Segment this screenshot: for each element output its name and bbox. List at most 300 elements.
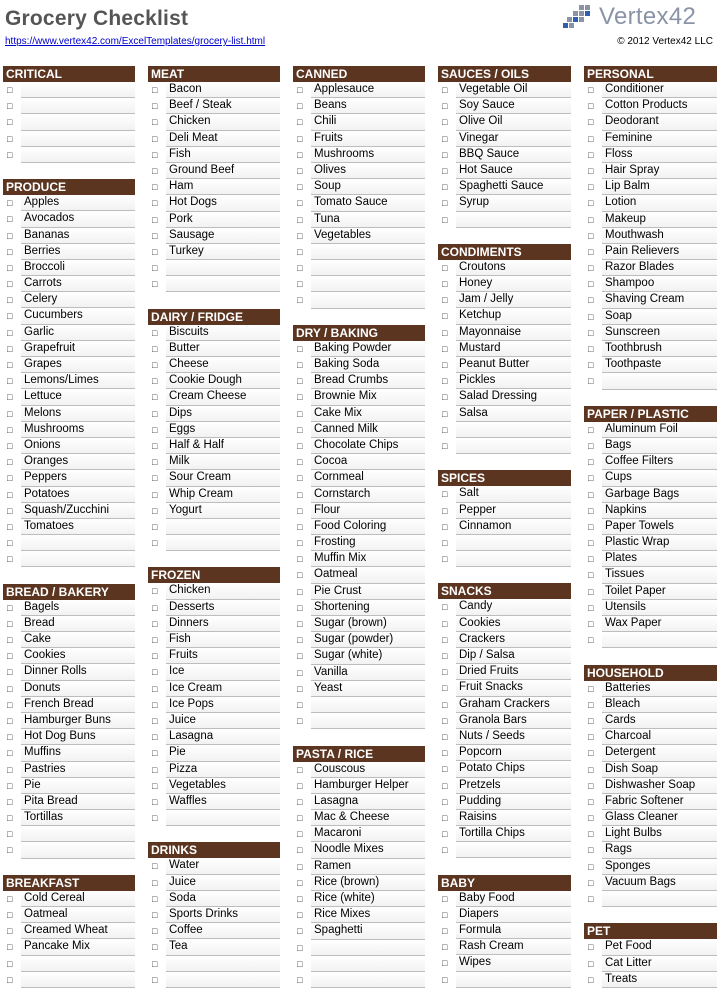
checkbox-icon[interactable]: □ — [152, 246, 158, 257]
checklist-item[interactable] — [293, 535, 425, 551]
checkbox-icon[interactable]: □ — [7, 780, 13, 791]
checklist-item[interactable] — [148, 228, 280, 244]
checklist-item[interactable] — [148, 438, 280, 454]
checkbox-icon[interactable]: □ — [442, 521, 448, 532]
checkbox-icon[interactable]: □ — [152, 505, 158, 516]
checklist-item[interactable] — [148, 939, 280, 955]
checkbox-icon[interactable]: □ — [297, 764, 303, 775]
checkbox-icon[interactable]: □ — [7, 845, 13, 856]
checklist-item[interactable] — [438, 648, 571, 664]
checklist-item[interactable] — [584, 939, 717, 955]
checklist-item[interactable] — [293, 842, 425, 858]
checklist-item[interactable] — [148, 600, 280, 616]
checklist-item[interactable] — [3, 923, 135, 939]
checkbox-icon[interactable]: □ — [588, 748, 594, 759]
checkbox-icon[interactable]: □ — [7, 505, 13, 516]
checklist-item[interactable] — [148, 131, 280, 147]
checkbox-icon[interactable]: □ — [588, 974, 594, 985]
checkbox-icon[interactable]: □ — [442, 715, 448, 726]
checkbox-icon[interactable]: □ — [442, 165, 448, 176]
checklist-item[interactable] — [293, 147, 425, 163]
checklist-item[interactable] — [438, 276, 571, 292]
checklist-item[interactable] — [438, 195, 571, 211]
checklist-item[interactable] — [293, 648, 425, 664]
checklist-item[interactable] — [438, 260, 571, 276]
checklist-item[interactable] — [148, 276, 280, 292]
checkbox-icon[interactable]: □ — [152, 198, 158, 209]
checkbox-icon[interactable]: □ — [152, 618, 158, 629]
checklist-item[interactable] — [584, 98, 717, 114]
checklist-item[interactable] — [293, 519, 425, 535]
checklist-item[interactable] — [3, 810, 135, 826]
checkbox-icon[interactable]: □ — [588, 133, 594, 144]
checkbox-icon[interactable]: □ — [297, 295, 303, 306]
checklist-item[interactable] — [584, 972, 717, 988]
checkbox-icon[interactable]: □ — [7, 408, 13, 419]
checklist-item[interactable] — [3, 114, 135, 130]
checklist-item[interactable] — [438, 551, 571, 567]
checkbox-icon[interactable]: □ — [7, 473, 13, 484]
checkbox-icon[interactable]: □ — [152, 101, 158, 112]
checklist-item[interactable] — [3, 664, 135, 680]
checklist-item[interactable] — [3, 211, 135, 227]
checklist-item[interactable] — [584, 600, 717, 616]
checklist-item[interactable] — [3, 729, 135, 745]
checklist-item[interactable] — [293, 697, 425, 713]
checklist-item[interactable] — [3, 487, 135, 503]
checklist-item[interactable] — [3, 454, 135, 470]
checkbox-icon[interactable]: □ — [7, 279, 13, 290]
checkbox-icon[interactable]: □ — [442, 376, 448, 387]
checklist-item[interactable] — [293, 422, 425, 438]
checkbox-icon[interactable]: □ — [588, 198, 594, 209]
checkbox-icon[interactable]: □ — [152, 424, 158, 435]
checkbox-icon[interactable]: □ — [442, 279, 448, 290]
checklist-item[interactable] — [584, 131, 717, 147]
checkbox-icon[interactable]: □ — [588, 149, 594, 160]
checklist-item[interactable] — [293, 551, 425, 567]
checkbox-icon[interactable]: □ — [297, 861, 303, 872]
checkbox-icon[interactable]: □ — [297, 198, 303, 209]
checklist-item[interactable] — [3, 551, 135, 567]
checklist-item[interactable] — [293, 972, 425, 988]
checkbox-icon[interactable]: □ — [442, 683, 448, 694]
checkbox-icon[interactable]: □ — [588, 376, 594, 387]
checklist-item[interactable] — [438, 486, 571, 502]
checkbox-icon[interactable]: □ — [588, 861, 594, 872]
checkbox-icon[interactable]: □ — [7, 732, 13, 743]
checklist-item[interactable] — [148, 244, 280, 260]
checklist-item[interactable] — [438, 535, 571, 551]
checkbox-icon[interactable]: □ — [297, 958, 303, 969]
checklist-item[interactable] — [438, 826, 571, 842]
checkbox-icon[interactable]: □ — [588, 764, 594, 775]
checkbox-icon[interactable]: □ — [152, 327, 158, 338]
checkbox-icon[interactable]: □ — [7, 262, 13, 273]
checklist-item[interactable] — [438, 891, 571, 907]
checkbox-icon[interactable]: □ — [442, 101, 448, 112]
checkbox-icon[interactable]: □ — [297, 829, 303, 840]
checklist-item[interactable] — [584, 745, 717, 761]
checkbox-icon[interactable]: □ — [442, 489, 448, 500]
checklist-item[interactable] — [293, 487, 425, 503]
checkbox-icon[interactable]: □ — [588, 780, 594, 791]
checkbox-icon[interactable]: □ — [588, 344, 594, 354]
checklist-item[interactable] — [293, 341, 425, 357]
checkbox-icon[interactable]: □ — [442, 731, 448, 742]
checkbox-icon[interactable]: □ — [442, 974, 448, 985]
checkbox-icon[interactable]: □ — [7, 764, 13, 775]
checkbox-icon[interactable]: □ — [7, 651, 13, 662]
checklist-item[interactable] — [438, 292, 571, 308]
checkbox-icon[interactable]: □ — [297, 408, 303, 419]
checkbox-icon[interactable]: □ — [7, 360, 13, 370]
checklist-item[interactable] — [3, 697, 135, 713]
checklist-item[interactable] — [293, 616, 425, 632]
checklist-item[interactable] — [148, 147, 280, 163]
checklist-item[interactable] — [438, 98, 571, 114]
checklist-item[interactable] — [3, 503, 135, 519]
checklist-item[interactable] — [148, 422, 280, 438]
checkbox-icon[interactable]: □ — [442, 764, 448, 775]
checklist-item[interactable] — [148, 163, 280, 179]
checklist-item[interactable] — [293, 195, 425, 211]
checklist-item[interactable] — [584, 567, 717, 583]
checklist-item[interactable] — [584, 551, 717, 567]
checklist-item[interactable] — [148, 82, 280, 98]
checklist-item[interactable] — [148, 195, 280, 211]
checklist-item[interactable] — [584, 454, 717, 470]
checklist-item[interactable] — [438, 729, 571, 745]
checkbox-icon[interactable]: □ — [588, 505, 594, 516]
checklist-item[interactable] — [3, 438, 135, 454]
checkbox-icon[interactable]: □ — [297, 619, 303, 629]
checklist-item[interactable] — [148, 664, 280, 680]
checklist-item[interactable] — [438, 664, 571, 680]
checkbox-icon[interactable]: □ — [297, 716, 303, 727]
checklist-item[interactable] — [584, 179, 717, 195]
checkbox-icon[interactable]: □ — [442, 343, 448, 354]
checkbox-icon[interactable]: □ — [7, 214, 13, 225]
checkbox-icon[interactable]: □ — [152, 165, 158, 176]
checkbox-icon[interactable]: □ — [297, 279, 303, 290]
checklist-item[interactable] — [584, 487, 717, 503]
checkbox-icon[interactable]: □ — [297, 894, 303, 904]
checklist-item[interactable] — [293, 406, 425, 422]
checkbox-icon[interactable]: □ — [588, 619, 594, 629]
checkbox-icon[interactable]: □ — [7, 440, 13, 451]
checkbox-icon[interactable]: □ — [152, 893, 158, 904]
checkbox-icon[interactable]: □ — [7, 796, 13, 807]
checkbox-icon[interactable]: □ — [588, 732, 594, 743]
checkbox-icon[interactable]: □ — [588, 327, 594, 338]
checklist-item[interactable] — [293, 292, 425, 308]
checklist-item[interactable] — [148, 470, 280, 486]
checkbox-icon[interactable]: □ — [588, 570, 594, 581]
checkbox-icon[interactable]: □ — [297, 246, 303, 257]
checklist-item[interactable] — [584, 309, 717, 325]
checkbox-icon[interactable]: □ — [7, 910, 13, 920]
checklist-item[interactable] — [148, 729, 280, 745]
checkbox-icon[interactable]: □ — [152, 279, 158, 290]
checklist-item[interactable] — [148, 535, 280, 551]
checkbox-icon[interactable]: □ — [152, 440, 158, 451]
checkbox-icon[interactable]: □ — [7, 376, 13, 387]
checklist-item[interactable] — [584, 163, 717, 179]
checklist-item[interactable] — [3, 745, 135, 761]
checkbox-icon[interactable]: □ — [588, 813, 594, 824]
checkbox-icon[interactable]: □ — [442, 909, 448, 920]
checklist-item[interactable] — [148, 98, 280, 114]
checkbox-icon[interactable]: □ — [7, 926, 13, 937]
checklist-item[interactable] — [584, 147, 717, 163]
checklist-item[interactable] — [438, 972, 571, 988]
checklist-item[interactable] — [293, 276, 425, 292]
checkbox-icon[interactable]: □ — [442, 748, 448, 759]
checklist-item[interactable] — [438, 438, 571, 454]
checklist-item[interactable] — [293, 632, 425, 648]
checklist-item[interactable] — [293, 114, 425, 130]
checkbox-icon[interactable]: □ — [7, 813, 13, 824]
checklist-item[interactable] — [3, 842, 135, 858]
checklist-item[interactable] — [3, 681, 135, 697]
checkbox-icon[interactable]: □ — [297, 392, 303, 403]
checkbox-icon[interactable]: □ — [442, 295, 448, 306]
checkbox-icon[interactable]: □ — [7, 538, 13, 549]
checklist-item[interactable] — [438, 939, 571, 955]
checkbox-icon[interactable]: □ — [297, 182, 303, 193]
checkbox-icon[interactable]: □ — [7, 117, 13, 128]
checklist-item[interactable] — [3, 470, 135, 486]
checkbox-icon[interactable]: □ — [152, 182, 158, 193]
checklist-item[interactable] — [148, 907, 280, 923]
checklist-item[interactable] — [293, 826, 425, 842]
checkbox-icon[interactable]: □ — [442, 667, 448, 678]
checklist-item[interactable] — [438, 616, 571, 632]
checkbox-icon[interactable]: □ — [152, 117, 158, 128]
checklist-item[interactable] — [438, 82, 571, 98]
checklist-item[interactable] — [293, 665, 425, 681]
checklist-item[interactable] — [584, 519, 717, 535]
checklist-item[interactable] — [148, 519, 280, 535]
checklist-item[interactable] — [148, 503, 280, 519]
checkbox-icon[interactable]: □ — [152, 360, 158, 370]
checklist-item[interactable] — [148, 632, 280, 648]
checkbox-icon[interactable]: □ — [7, 667, 13, 678]
checklist-item[interactable] — [584, 325, 717, 341]
checklist-item[interactable] — [148, 373, 280, 389]
checklist-item[interactable] — [584, 212, 717, 228]
checklist-item[interactable] — [148, 858, 280, 874]
checkbox-icon[interactable]: □ — [297, 424, 303, 435]
checklist-item[interactable] — [148, 923, 280, 939]
checkbox-icon[interactable]: □ — [442, 360, 448, 370]
checkbox-icon[interactable]: □ — [588, 263, 594, 274]
checklist-item[interactable] — [148, 260, 280, 276]
checklist-item[interactable] — [3, 131, 135, 147]
checklist-item[interactable] — [148, 406, 280, 422]
checklist-item[interactable] — [293, 373, 425, 389]
checklist-item[interactable] — [584, 341, 717, 357]
checklist-item[interactable] — [584, 616, 717, 632]
checkbox-icon[interactable]: □ — [7, 715, 13, 726]
checkbox-icon[interactable]: □ — [152, 635, 158, 645]
checklist-item[interactable] — [584, 632, 717, 648]
checklist-item[interactable] — [3, 794, 135, 810]
checkbox-icon[interactable]: □ — [297, 813, 303, 824]
checklist-item[interactable] — [438, 373, 571, 389]
checklist-item[interactable] — [584, 826, 717, 842]
checkbox-icon[interactable]: □ — [442, 942, 448, 953]
checkbox-icon[interactable]: □ — [7, 699, 13, 710]
checkbox-icon[interactable]: □ — [442, 182, 448, 193]
checklist-item[interactable] — [584, 373, 717, 389]
checklist-item[interactable] — [584, 82, 717, 98]
checkbox-icon[interactable]: □ — [297, 360, 303, 370]
checklist-item[interactable] — [438, 745, 571, 761]
checkbox-icon[interactable]: □ — [297, 780, 303, 791]
checkbox-icon[interactable]: □ — [152, 942, 158, 953]
checklist-item[interactable] — [293, 357, 425, 373]
checkbox-icon[interactable]: □ — [588, 586, 594, 597]
checkbox-icon[interactable]: □ — [297, 942, 303, 953]
checklist-item[interactable] — [3, 632, 135, 648]
checklist-item[interactable] — [293, 891, 425, 907]
checkbox-icon[interactable]: □ — [442, 845, 448, 856]
checklist-item[interactable] — [148, 972, 280, 988]
checkbox-icon[interactable]: □ — [442, 893, 448, 904]
checkbox-icon[interactable]: □ — [297, 586, 303, 597]
checklist-item[interactable] — [3, 82, 135, 98]
checklist-item[interactable] — [293, 794, 425, 810]
checkbox-icon[interactable]: □ — [152, 149, 158, 160]
checkbox-icon[interactable]: □ — [297, 877, 303, 888]
checkbox-icon[interactable]: □ — [152, 586, 158, 597]
checklist-item[interactable] — [584, 778, 717, 794]
checklist-item[interactable] — [438, 503, 571, 519]
checkbox-icon[interactable]: □ — [152, 230, 158, 241]
checklist-item[interactable] — [3, 260, 135, 276]
checkbox-icon[interactable]: □ — [588, 683, 594, 694]
checkbox-icon[interactable]: □ — [7, 683, 13, 694]
checklist-item[interactable] — [584, 762, 717, 778]
checkbox-icon[interactable]: □ — [7, 230, 13, 241]
checkbox-icon[interactable]: □ — [152, 473, 158, 484]
checklist-item[interactable] — [438, 163, 571, 179]
checkbox-icon[interactable]: □ — [7, 327, 13, 338]
checklist-item[interactable] — [3, 276, 135, 292]
checklist-item[interactable] — [438, 680, 571, 696]
checkbox-icon[interactable]: □ — [7, 198, 13, 209]
checklist-item[interactable] — [3, 762, 135, 778]
checklist-item[interactable] — [584, 422, 717, 438]
checkbox-icon[interactable]: □ — [297, 635, 303, 646]
checkbox-icon[interactable]: □ — [7, 424, 13, 435]
checkbox-icon[interactable]: □ — [152, 780, 158, 791]
checkbox-icon[interactable]: □ — [442, 602, 448, 613]
checklist-item[interactable] — [438, 114, 571, 130]
checkbox-icon[interactable]: □ — [7, 893, 13, 904]
checklist-item[interactable] — [3, 406, 135, 422]
checklist-item[interactable] — [584, 276, 717, 292]
checkbox-icon[interactable]: □ — [442, 85, 448, 95]
checkbox-icon[interactable]: □ — [442, 554, 448, 565]
checkbox-icon[interactable]: □ — [297, 845, 303, 856]
checklist-item[interactable] — [438, 761, 571, 777]
checkbox-icon[interactable]: □ — [442, 327, 448, 338]
checkbox-icon[interactable]: □ — [588, 457, 594, 468]
checklist-item[interactable] — [438, 955, 571, 971]
checklist-item[interactable] — [584, 195, 717, 211]
checklist-item[interactable] — [3, 325, 135, 341]
checkbox-icon[interactable]: □ — [152, 748, 158, 759]
checkbox-icon[interactable]: □ — [588, 942, 594, 953]
checklist-item[interactable] — [438, 131, 571, 147]
checkbox-icon[interactable]: □ — [297, 699, 303, 710]
checklist-item[interactable] — [148, 697, 280, 713]
checklist-item[interactable] — [148, 762, 280, 778]
checklist-item[interactable] — [584, 956, 717, 972]
checklist-item[interactable] — [438, 907, 571, 923]
checkbox-icon[interactable]: □ — [297, 457, 303, 468]
checklist-item[interactable] — [584, 292, 717, 308]
checkbox-icon[interactable]: □ — [152, 699, 158, 710]
checkbox-icon[interactable]: □ — [152, 926, 158, 937]
checklist-item[interactable] — [148, 713, 280, 729]
checkbox-icon[interactable]: □ — [297, 343, 303, 354]
checkbox-icon[interactable]: □ — [152, 408, 158, 419]
checkbox-icon[interactable]: □ — [152, 214, 158, 225]
checkbox-icon[interactable]: □ — [7, 829, 13, 840]
checkbox-icon[interactable]: □ — [297, 505, 303, 516]
checklist-item[interactable] — [584, 260, 717, 276]
checklist-item[interactable] — [438, 341, 571, 357]
checkbox-icon[interactable]: □ — [152, 877, 158, 888]
checkbox-icon[interactable]: □ — [588, 699, 594, 710]
checkbox-icon[interactable]: □ — [297, 214, 303, 225]
checklist-item[interactable] — [3, 389, 135, 405]
checkbox-icon[interactable]: □ — [442, 424, 448, 435]
checkbox-icon[interactable]: □ — [588, 295, 594, 306]
checkbox-icon[interactable]: □ — [297, 440, 303, 451]
checklist-item[interactable] — [3, 373, 135, 389]
checkbox-icon[interactable]: □ — [588, 796, 594, 807]
checkbox-icon[interactable]: □ — [152, 376, 158, 387]
checklist-item[interactable] — [438, 325, 571, 341]
checklist-item[interactable] — [3, 972, 135, 988]
checklist-item[interactable] — [584, 228, 717, 244]
checkbox-icon[interactable]: □ — [442, 505, 448, 516]
checkbox-icon[interactable]: □ — [442, 311, 448, 322]
checkbox-icon[interactable]: □ — [152, 521, 158, 532]
checkbox-icon[interactable]: □ — [152, 667, 158, 678]
checkbox-icon[interactable]: □ — [588, 715, 594, 726]
checklist-item[interactable] — [584, 842, 717, 858]
checkbox-icon[interactable]: □ — [297, 149, 303, 160]
checkbox-icon[interactable]: □ — [152, 133, 158, 144]
checklist-item[interactable] — [584, 859, 717, 875]
checklist-item[interactable] — [584, 810, 717, 826]
checklist-item[interactable] — [293, 228, 425, 244]
checkbox-icon[interactable]: □ — [152, 263, 158, 274]
checklist-item[interactable] — [3, 907, 135, 923]
checkbox-icon[interactable]: □ — [442, 408, 448, 419]
checklist-item[interactable] — [293, 470, 425, 486]
checklist-item[interactable] — [293, 907, 425, 923]
checkbox-icon[interactable]: □ — [297, 230, 303, 241]
checkbox-icon[interactable]: □ — [442, 780, 448, 791]
checkbox-icon[interactable]: □ — [588, 101, 594, 112]
